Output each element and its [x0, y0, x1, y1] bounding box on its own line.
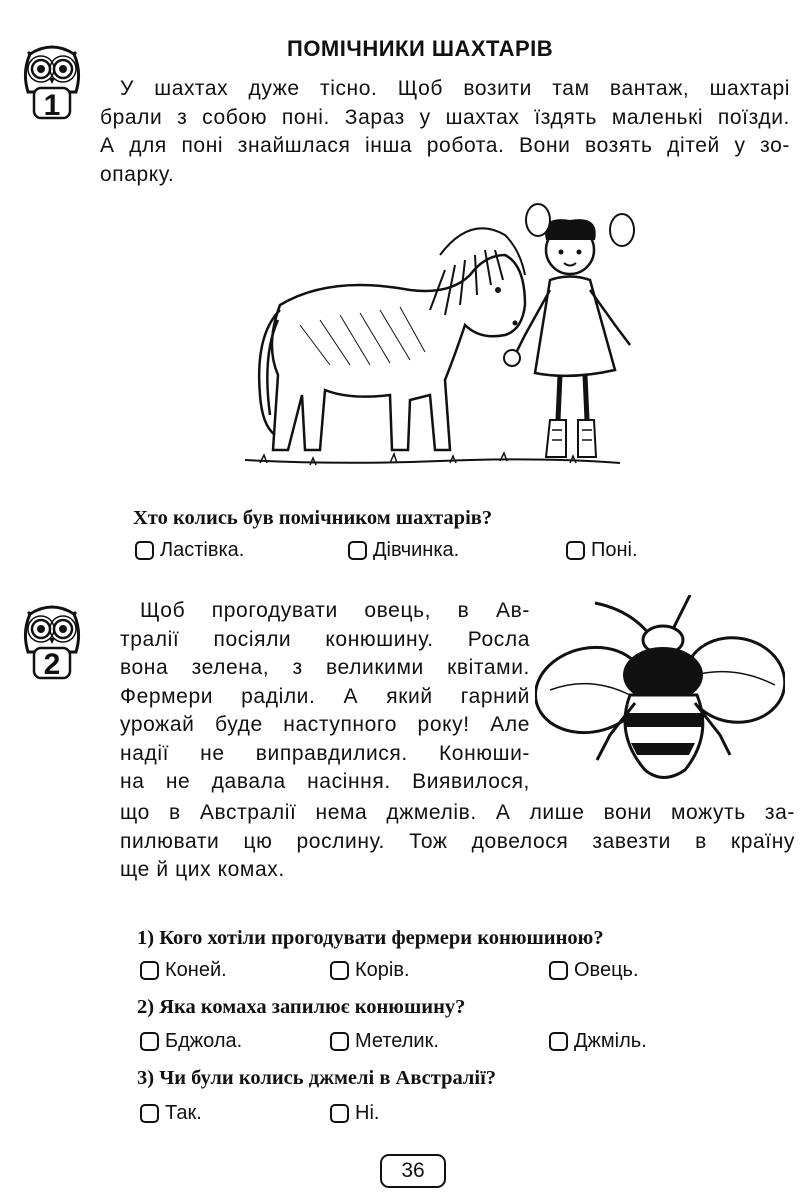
text-line: що в Австралії нема джмелів. А лише вони можуть за-: [120, 801, 795, 824]
option-label: Поні.: [591, 539, 638, 561]
answer-option[interactable]: [140, 1102, 202, 1125]
option-label: Метелик.: [355, 1030, 439, 1052]
pony-and-girl-illustration: [240, 195, 660, 475]
page-title: ПОМІЧНИКИ ШАХТАРІВ: [287, 36, 554, 61]
checkbox[interactable]: [135, 541, 154, 560]
option-label: Так.: [165, 1102, 202, 1124]
checkbox[interactable]: [140, 1104, 159, 1123]
answer-option[interactable]: [549, 1030, 647, 1053]
task-number-1: 1: [43, 89, 61, 122]
answer-option[interactable]: [330, 1030, 439, 1053]
task2-question-2: 2) Яка комаха запилює конюшину?: [137, 996, 466, 1018]
text-line: на не давала насіння. Виявилося,: [120, 770, 530, 793]
option-label: Дівчинка.: [373, 539, 460, 561]
checkbox[interactable]: [549, 961, 568, 980]
answer-option[interactable]: [549, 959, 639, 982]
bumblebee-illustration: [535, 595, 785, 790]
text-line: тралії посіяли конюшину. Росла: [120, 627, 530, 651]
answer-option[interactable]: [140, 959, 227, 982]
option-label: Джміль.: [574, 1030, 647, 1052]
text-line: Фермери раділи. А який гарний: [120, 684, 530, 708]
text-line: опарку.: [100, 162, 175, 186]
task1-text: [100, 75, 790, 189]
task2-question-3: 3) Чи були колись джмелі в Австралії?: [137, 1067, 497, 1089]
option-label: Ні.: [355, 1102, 380, 1124]
task2-text-bottom: [120, 799, 795, 885]
answer-option[interactable]: [140, 1030, 242, 1053]
checkbox[interactable]: [140, 1032, 159, 1051]
text-line: Щоб прогодувати овець, в Ав-: [140, 599, 530, 622]
answer-option[interactable]: [566, 539, 638, 562]
checkbox[interactable]: [330, 1032, 349, 1051]
text-line: вона зелена, з великими квітами.: [120, 656, 530, 679]
answer-option[interactable]: [330, 959, 410, 982]
task-number-2: 2: [43, 648, 61, 681]
answer-option[interactable]: [135, 539, 244, 562]
option-label: Ластівка.: [160, 539, 245, 561]
task2-question-1: 1) Кого хотіли прогодувати фермери конюшиною?: [137, 927, 604, 949]
text-line: пилювати цю рослину. Тож довелося завезти в країну: [120, 829, 795, 853]
text-line: ще й цих комах.: [120, 858, 285, 881]
task1-question: Хто колись був помічником шахтарів?: [133, 507, 493, 529]
text-line: брали з собою поні. Зараз у шахтах їздять маленькі поїзди.: [100, 105, 790, 129]
option-label: Овець.: [574, 959, 639, 981]
checkbox[interactable]: [348, 541, 367, 560]
task2-text-top: [120, 597, 530, 797]
checkbox[interactable]: [330, 961, 349, 980]
answer-option[interactable]: [330, 1102, 379, 1125]
option-label: Коней.: [165, 959, 227, 981]
checkbox[interactable]: [566, 541, 585, 560]
option-label: Бджола.: [165, 1030, 243, 1052]
text-line: урожай буде наступного року! Але: [120, 713, 530, 736]
answer-option[interactable]: [348, 539, 459, 562]
checkbox[interactable]: [330, 1104, 349, 1123]
page-number: 36: [380, 1154, 446, 1188]
text-line: А для поні знайшлася інша робота. Вони возять дітей у зо-: [100, 134, 790, 157]
text-line: надії не виправдилися. Конюши-: [120, 741, 530, 765]
checkbox[interactable]: [549, 1032, 568, 1051]
checkbox[interactable]: [140, 961, 159, 980]
text-line: У шахтах дуже тісно. Щоб возити там вантаж, шахтарі: [120, 77, 790, 100]
option-label: Корів.: [355, 959, 410, 981]
